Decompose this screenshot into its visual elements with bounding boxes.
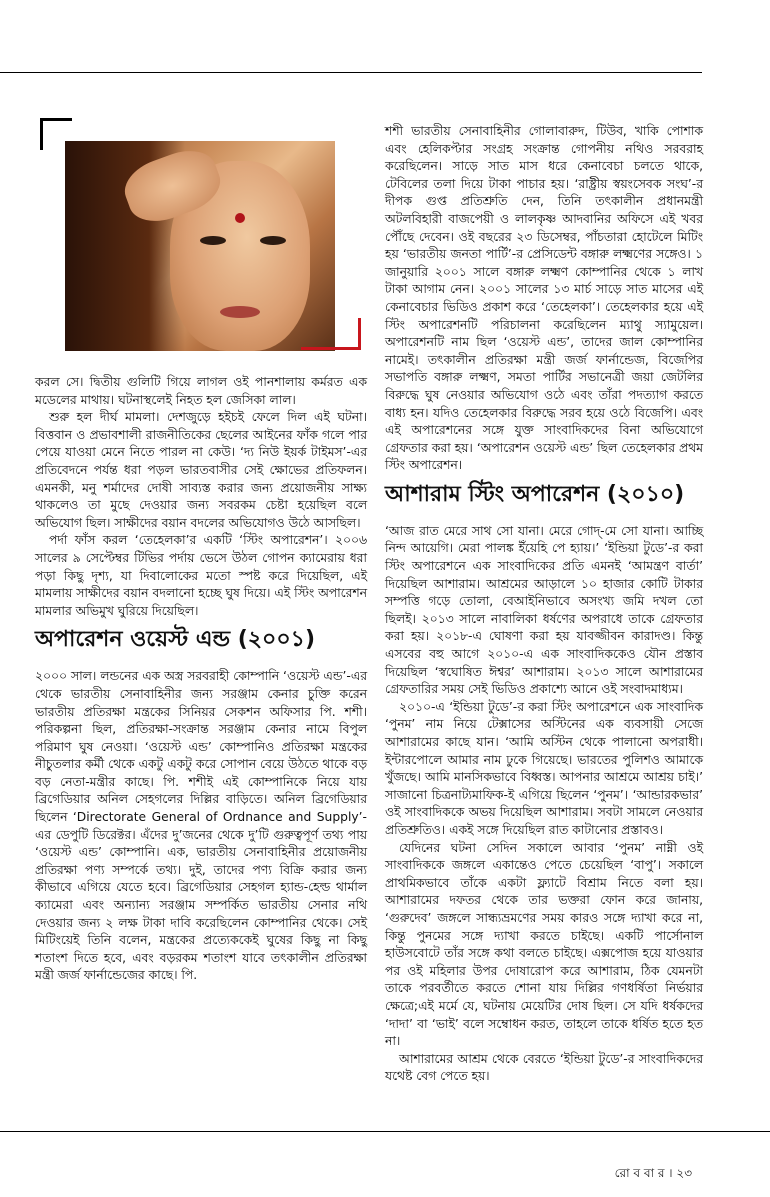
paragraph: ২০১০-এ ‘ইন্ডিয়া টুডে’-র করা স্টিং অপারেশনে এক সাংবাদিক ‘পুনম’ নাম নিয়ে টেক্সাসের অস্টিনের এক ব্যবসায়ী সেজে আশারামের কাছে যান। ‘আমি অস্টিন থেকে পালানো অপরাধী। ইন্টারপোলে আমার নাম ঢুকে গিয়েছে। ভারতের পুলিশও আমাকে খুঁজছে। আমি মানসিকভাবে বিধ্বস্ত। আপনার আশ্রমে আশ্রয় চাই।’ সাজানো চিত্রনাট্যমাফিক-ই এগিয়ে ছিলেন ‘পুনম’। ‘আন্ডারকভার’ ওই সাংবাদিককে অভয় দিয়েছিল আশারাম। সবটা সামলে নেওয়ার প্রতিশ্রুতিও। একই সঙ্গে দিয়েছিল রাত কাটানোর প্রস্তাবও। [385,699,703,837]
page-footer: রো ব বা র । ২৩ [614,1166,692,1180]
paragraph: পর্দা ফাঁস করল ‘তেহেলকা’র একটি ‘স্টিং অপারেশন’। ২০০৬ সালের ৯ সেপ্টেম্বর টিভির পর্দায় ভেসে উঠল গোপন ক্যামেরায় ধরা পড়া কিছু দৃশ্য, যা দিবালোকের মতো স্পষ্ট করে দিয়েছিল, এই মামলায় সাক্ষীদের বয়ান বদলানো হচ্ছে ঘুষ দিয়ে। এই স্টিং অপারেশন মামলার অভিমুখ ঘুরিয়ে দিয়েছিল। [35,533,367,618]
photo-frame-red-bottom [301,347,361,350]
section-heading: অপারেশন ওয়েস্ট এন্ড (২০০১) [35,627,315,653]
paragraph: ‘আজ রাত মেরে সাথ সো যানা। মেরে গোদ্-মে সো যানা। আচ্ছি নিন্দ আয়েগি। মেরা পালঙ্ক ইঁয়েহি পে হ্যায়।’ ‘ইন্ডিয়া টুডে’-র করা স্টিং অপারেশনে এক সাংবাদিকের প্রতি এমনই ‘আমন্ত্রণ বার্তা’ দিয়েছিল আশারাম। আশ্রমের আড়ালে ১০ হাজার কোটি টাকার সম্পত্তি গড়ে তোলা, বেআইনিভাবে অসংখ্য জমি দখল তো ছিলই। ২০১৩ সালে নাবালিকা ধর্ষণের অপরাধে তাকে গ্রেফতার করা হয়। ২০১৮-এ ঘোষণা করা হয় যাবজ্জীবন কারাদণ্ড। কিন্তু এসবের বহু আগে ২০১০-এ এক সাংবাদিককেও যৌন প্রস্তাব দিয়েছিল ‘স্বঘোষিত ঈশ্বর’ আশারাম। ২০১৩ সালে আশারামের গ্রেফতারির সময় সেই ভিডিও প্রকাশ্যে আনে ওই সংবাদমাধ্যম। [385,523,703,697]
portrait-photo [65,141,335,351]
paragraph: করল সে। দ্বিতীয় গুলিটি গিয়ে লাগল ওই পানশালায় কর্মরত এক মডেলের মাথায়। ঘটনাস্থলেই নিহত হল জেসিকা লাল। [35,375,367,407]
top-rule [0,72,702,73]
paragraph: শশী ভারতীয় সেনাবাহিনীর গোলাবারুদ, টিউব, খাকি পোশাক এবং হেলিকপ্টার সংগ্রহ সংক্রান্ত গোপনীয় নথিও সরবরাহ করেছিলেন। সাড়ে সাত মাস ধরে কেনাবেচা চলতে থাকে, টেবিলের তলা দিয়ে টাকা পাচার হয়। ‘রাষ্ট্রীয় স্বয়ংসেবক সংঘ’-র দীপক গুপ্ত প্রতিশ্রুতি দেন, তিনি তৎকালীন প্রধানমন্ত্রী অটলবিহারী বাজপেয়ী ও লালকৃষ্ণ আদবানির অফিসে এই খবর পৌঁছে দেবেন। ওই বছরের ২৩ ডিসেম্বর, পাঁচতারা হোটেলে মিটিং হয় ‘ভারতীয় জনতা পার্টি’-র প্রেসিডেন্ট বঙ্গারু লক্ষ্মণের সঙ্গেও। ১ জানুয়ারি ২০০১ সালে বঙ্গারু লক্ষ্মণ কোম্পানির থেকে ১ লাখ টাকা আগাম নেন। ২০০১ সালের ১৩ মার্চ সাড়ে সাত মাসের এই কেনাবেচার ভিডিও প্রকাশ করে ‘তেহেলকা’। তেহেলকার হয়ে এই স্টিং অপারেশনটি পরিচালনা করেছিলেন ম্যাথু স্যামুয়েল। অপারেশনটি নাম ছিল ‘ওয়েস্ট এন্ড’, তাদের জাল কোম্পানির নামেই। তৎকালীন প্রতিরক্ষা মন্ত্রী জর্জ ফার্নান্ডেজ, বিজেপির সভাপতি বঙ্গারু লক্ষ্মণ, সমতা পার্টির সভানেত্রী জয়া জেটলির বিরুদ্ধে ঘুষ নেওয়ার অভিযোগ ওঠে এবং তাঁরা পদত্যাগ করতে বাধ্য হন। যদিও তেহেলকার বিরুদ্ধে সরব হয়ে ওঠে বিজেপি। এবং এই অপারেশনের সঙ্গে যুক্ত সাংবাদিকদের বিনা অভিযোগে গ্রেফতার করা হয়। ‘অপারেশন ওয়েস্ট এন্ড’ ছিল তেহেলকার প্রথম স্টিং অপারেশন। [385,124,703,473]
photo-eye-left [200,236,226,245]
photo-eye-right [260,236,286,245]
photo-frame-black-top [40,118,72,121]
paragraph: ২০০০ সাল। লন্ডনের এক অস্ত্র সরবরাহী কোম্পানি ‘ওয়েস্ট এন্ড’-এর থেকে ভারতীয় সেনাবাহিনীর জন্য সরঞ্জাম কেনার চুক্তি করেন ভারতীয় প্রতিরক্ষা মন্ত্রকের সিনিয়র সেকশন অফিসার পি. শশী। পরিকল্পনা ছিল, প্রতিরক্ষা-সংক্রান্ত সরঞ্জাম কেনার নামে বিপুল পরিমাণ ঘুষ নেওয়া। ‘ওয়েস্ট এন্ড’ কোম্পানিও প্রতিরক্ষা মন্ত্রকের নীচুতলার কর্মী থেকে একটু একটু করে সোপান বেয়ে উঠতে থাকে বড় বড় নেতা-মন্ত্রীর কাছে। পি. শশীই এই কোম্পানিকে নিয়ে যায় ব্রিগেডিয়ার অনিল সেহগলের দিল্লির বাড়িতে। অনিল ব্রিগেডিয়ার ছিলেন ‘Directorate General of Ordnance and Supply’-এর ডেপুটি ডিরেক্টর। এঁদের দু’জনের থেকে দু’টি গুরুত্বপূর্ণ তথ্য পায় ‘ওয়েস্ট এন্ড’ কোম্পানি। এক, ভারতীয় সেনাবাহিনীর প্রয়োজনীয় প্রতিরক্ষা পণ্য সম্পর্কে তথ্য। দুই, তাদের পণ্য বিক্রি করার জন্য কীভাবে এগিয়ে যেতে হবে। ব্রিগেডিয়ার সেহগল হ্যান্ড-হেল্ড থার্মাল ক্যামেরা এবং অন্যান্য সরঞ্জাম সম্পর্কিত ভারতীয় সেনার নথি দেওয়ার জন্য ২ লক্ষ টাকা দাবি করেছিলেন কোম্পানির থেকে। সেই মিটিংয়েই তিনি বলেন, মন্ত্রকের প্রত্যেককেই ঘুষের কিছু না কিছু শতাংশ দিতে হবে, এবং বড়রকম শতাংশ যাবে তৎকালীন প্রতিরক্ষা মন্ত্রী জর্জ ফার্নান্ডেজের কাছে। পি. [35,669,367,983]
photo-lips [220,306,260,318]
paragraph: যেদিনের ঘটনা সেদিন সকালে আবার ‘পুনম’ নাম্নী ওই সাংবাদিককে জঙ্গলে একান্তেও পেতে চেয়েছিল ‘বাপু’। সকালে প্রাথমিকভাবে তাঁকে একটা ফ্ল্যাটে বিশ্রাম নিতে বলা হয়। আশারামের দফতর থেকে তার ভক্তরা ফোন করে জানায়, ‘গুরুদেব’ জঙ্গলে সান্ধ্যভ্রমণের সময় কারও সঙ্গে দ্যাখা করে না, কিন্তু পুনমের সঙ্গে দ্যাখা করতে চাইছে। একটি পার্সোনাল হাউসবোটে তাঁর সঙ্গে কথা বলতে চাইছে। এক্সপোজ হয়ে যাওয়ার পর ওই মহিলার উপর দোষারোপ করে আশারাম, ঠিক যেমনটা তাকে পরবর্তীতে করতে শোনা যায় দিল্লির গণধর্ষিতা নির্ভয়ার ক্ষেত্রে;এই মর্মে যে, ঘটনায় মেয়েটির দোষ ছিল। সে যদি ধর্ষকদের ‘দাদা’ বা ‘ভাই’ বলে সম্বোধন করত, তাহলে তাকে ধর্ষিত হতে হত না। [385,840,703,1049]
bottom-rule [0,1131,770,1132]
photo-bindi [235,213,245,223]
photo-frame-black-left [40,118,43,150]
left-column [35,374,367,985]
section-heading: আশারাম স্টিং অপারেশন (২০১০) [385,481,685,507]
right-column [385,123,703,1086]
photo-frame-red-right [358,318,361,350]
paragraph: শুরু হল দীর্ঘ মামলা। দেশজুড়ে হইচই ফেলে দিল এই ঘটনা। বিত্তবান ও প্রভাবশালী রাজনীতিকের ছেলের আইনের ফাঁক গলে পার পেয়ে যাওয়া মেনে নিতে পারল না কেউ। ‘দ্য নিউ ইয়র্ক টাইমস’-এর প্রতিবেদনে পর্যন্ত ধরা পড়ল ভারতবাসীর সেই ক্ষোভের প্রতিফলন। এমনকী, মনু শর্মাদের দোষী সাব্যস্ত করার জন্য প্রয়োজনীয় সাক্ষ্য থাকলেও তা মুছে দেওয়ার জন্য সবরকম চেষ্টা হয়েছিল বলে অভিযোগ ছিল। সাক্ষীদের বয়ান বদলের অভিযোগও উঠে আসছিল। [35,410,367,530]
paragraph: আশারামের আশ্রম থেকে বেরতে ‘ইন্ডিয়া টুডে’-র সাংবাদিকদের যথেষ্ট বেগ পেতে হয়। [385,1051,703,1084]
